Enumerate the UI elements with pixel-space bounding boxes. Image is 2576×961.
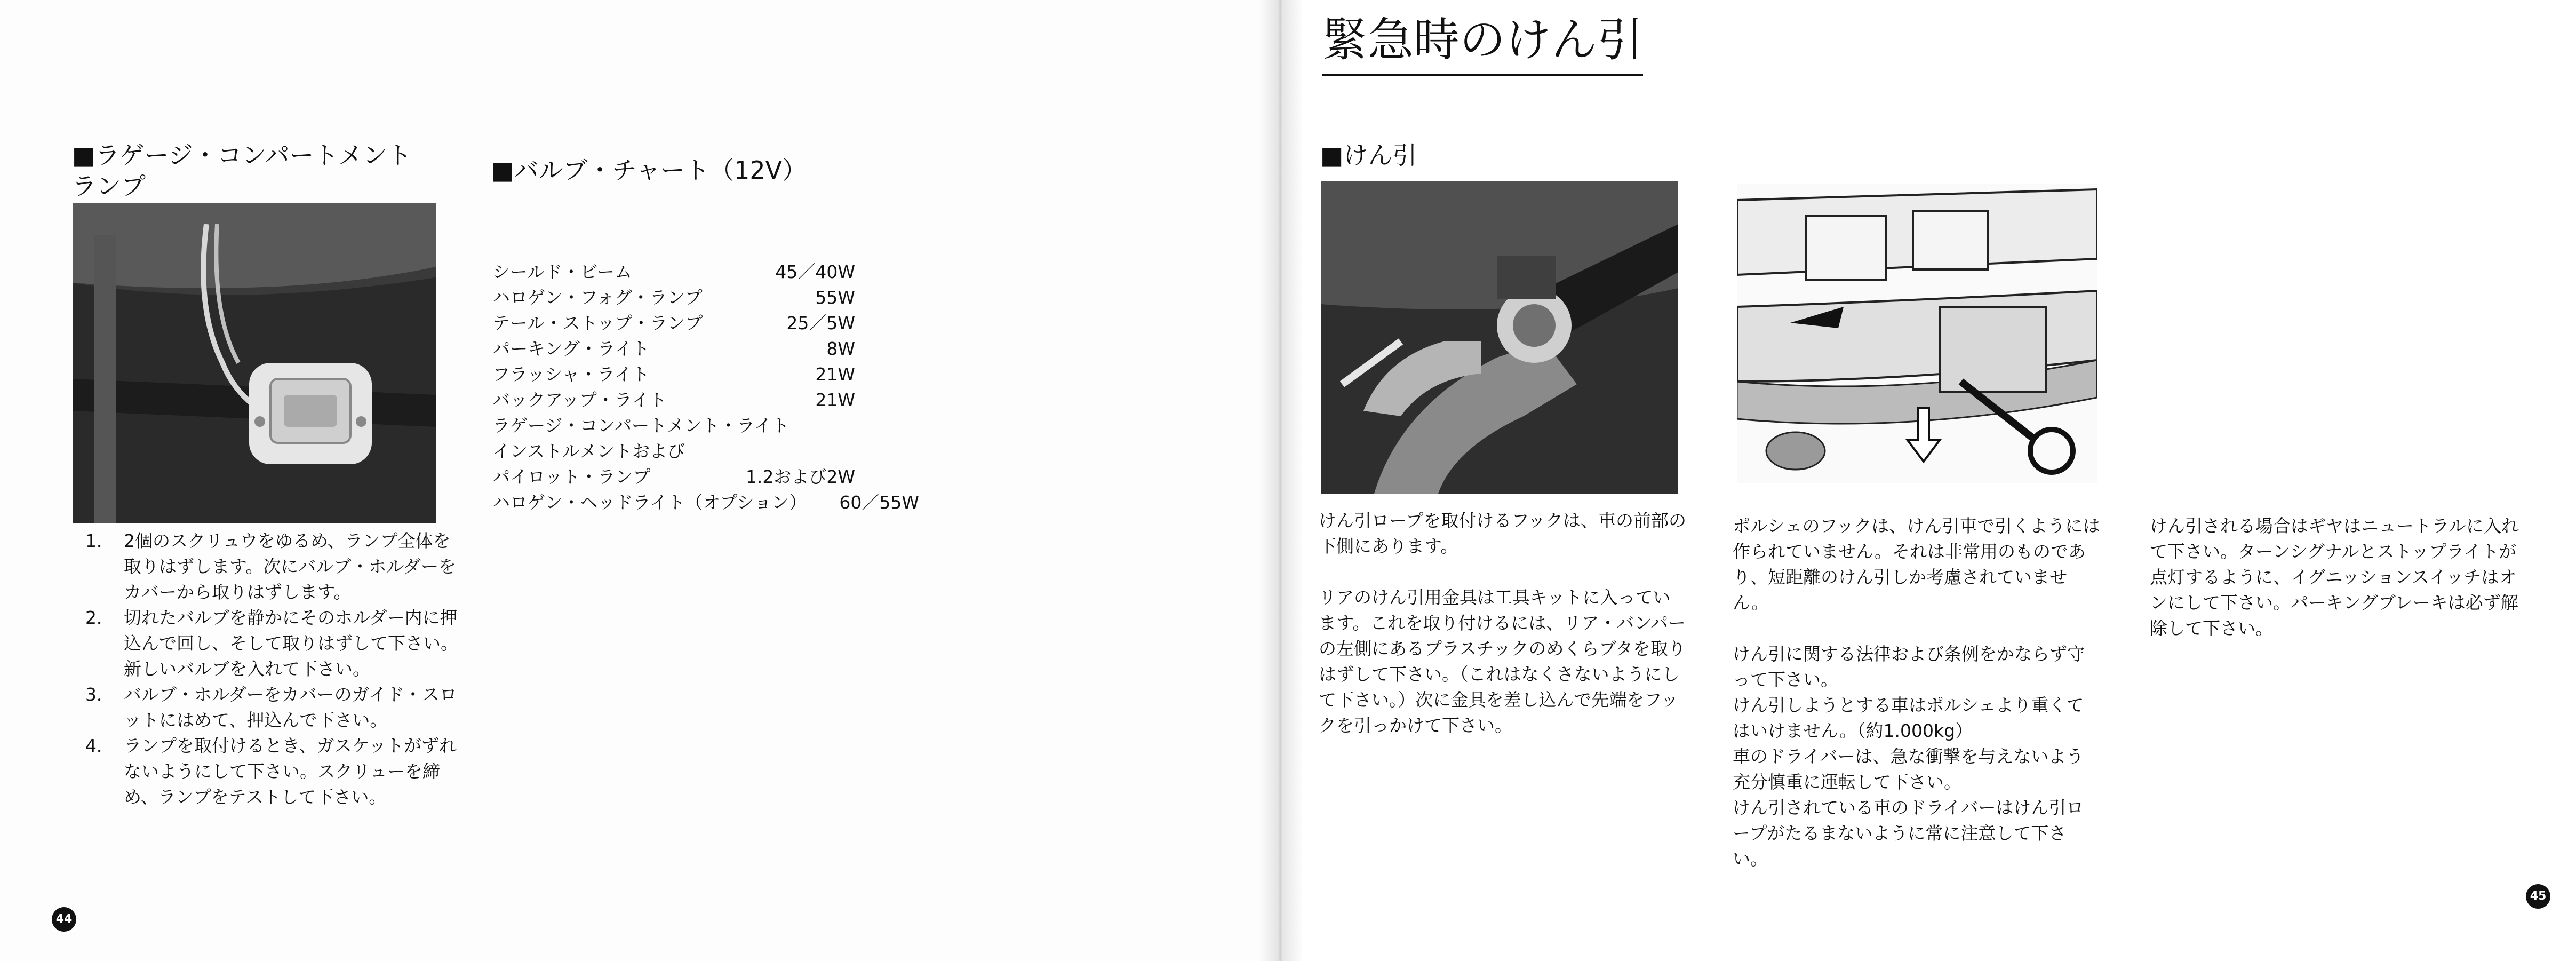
bulb-name: パイロット・ランプ bbox=[492, 466, 651, 487]
page-number: 45 bbox=[2526, 884, 2550, 909]
bulb-row bbox=[492, 439, 919, 464]
bulb-row bbox=[492, 362, 919, 387]
step-number: 2． bbox=[85, 607, 114, 628]
luggage-lamp-photo bbox=[73, 203, 436, 523]
bulb-row bbox=[492, 311, 919, 336]
bulb-row bbox=[492, 464, 919, 490]
bulb-chart-heading: ■バルブ・チャート（12V） bbox=[491, 156, 807, 185]
bulb-name: ラゲージ・コンパートメント・ライト bbox=[492, 415, 789, 436]
bulb-row bbox=[492, 336, 919, 362]
tow-text-column-2: ポルシェのフックは、けん引車で引くようには作られていません。それは非常用のものであり、短距離のけん引しか考慮されていません。 けん引に関する法律および条例をかならず守って下さい。 けん引しようとする車はポルシェより重くてはいけません。（約1.000kg） 車のドライバーは、急な衝撃を与えないよう充分慎重に運転して下さい。 けん引されている車のドライバーはけん引ロープがたるまないように常に注意して下さい。 bbox=[1733, 515, 2101, 869]
tow-text-column-1: けん引ロープを取付けるフックは、車の前部の下側にあります。 リアのけん引用金具は工具キットに入っています。これを取り付けるには、リア・バンパーの左側にあるプラスチックのめくらブタを取りはずして下さい。（これはなくさないようにして下さい。）次に金具を差し込んで先端をフックを引っかけて下さい。 bbox=[1319, 510, 1687, 736]
bulb-wattage: 60／55W bbox=[839, 492, 919, 513]
tow-hook-photo bbox=[1321, 181, 1678, 494]
step-number: 1． bbox=[85, 530, 114, 551]
bulb-name: ハロゲン・ヘッドライト（オプション） bbox=[492, 492, 807, 513]
bulb-row bbox=[492, 490, 919, 515]
page-title: 緊急時のけん引 bbox=[1322, 11, 1643, 76]
step-text: 切れたバルブを静かにそのホルダー内に押込んで回し、そして取りはずして下さい。新しいバルブを入れて下さい。 bbox=[124, 607, 458, 679]
bulb-wattage: 8W bbox=[826, 338, 855, 359]
left-page bbox=[0, 0, 1280, 961]
bulb-wattage: 45／40W bbox=[775, 261, 855, 282]
bulb-wattage: 21W bbox=[815, 390, 855, 410]
bulb-chart bbox=[492, 259, 919, 515]
step-item bbox=[80, 682, 464, 733]
bulb-name: シールド・ビーム bbox=[492, 261, 633, 282]
bulb-name: フラッシャ・ライト bbox=[492, 364, 650, 385]
bulb-name: テール・ストップ・ランプ bbox=[492, 313, 703, 333]
step-text: ランプを取付けるとき、ガスケットがずれないようにして下さい。スクリューを締め、ランプをテストして下さい。 bbox=[124, 735, 457, 807]
step-text: 2個のスクリュウをゆるめ、ランプ全体を取りはずします。次にバルブ・ホルダーをカバーから取りはずします。 bbox=[124, 530, 457, 602]
bulb-wattage: 25／5W bbox=[786, 313, 855, 333]
step-text: バルブ・ホルダーをカバーのガイド・スロットにはめて、押込んで下さい。 bbox=[124, 684, 457, 730]
section-heading: ■けん引 bbox=[1320, 141, 1417, 170]
lamp-heading: ■ラゲージ・コンパートメント ランプ bbox=[72, 141, 412, 201]
bulb-wattage: 55W bbox=[815, 287, 855, 308]
bulb-name: パーキング・ライト bbox=[492, 338, 650, 359]
bulb-row bbox=[492, 285, 919, 311]
bulb-name: インストルメントおよび bbox=[492, 441, 685, 462]
bulb-row bbox=[492, 413, 919, 439]
step-number: 4． bbox=[85, 735, 114, 756]
bulb-row bbox=[492, 387, 919, 413]
bulb-name: ハロゲン・フォグ・ランプ bbox=[492, 287, 703, 308]
lamp-steps bbox=[80, 528, 464, 810]
page-number: 44 bbox=[52, 907, 76, 932]
bulb-wattage: 21W bbox=[815, 364, 855, 385]
bulb-name: バックアップ・ライト bbox=[492, 390, 667, 410]
tow-fitting-illustration bbox=[1737, 184, 2097, 483]
step-number: 3． bbox=[85, 684, 114, 705]
bulb-row bbox=[492, 259, 919, 285]
tow-text-column-3: けん引される場合はギヤはニュートラルに入れて下さい。ターンシグナルとストップライトが点灯するように、イグニッションスイッチはオンにして下さい。パーキングブレーキは必ず解除して下さい。 bbox=[2150, 515, 2519, 639]
step-item bbox=[80, 605, 464, 682]
step-item bbox=[80, 528, 464, 605]
bulb-wattage: 1.2および2W bbox=[745, 466, 855, 487]
step-item bbox=[80, 733, 464, 810]
